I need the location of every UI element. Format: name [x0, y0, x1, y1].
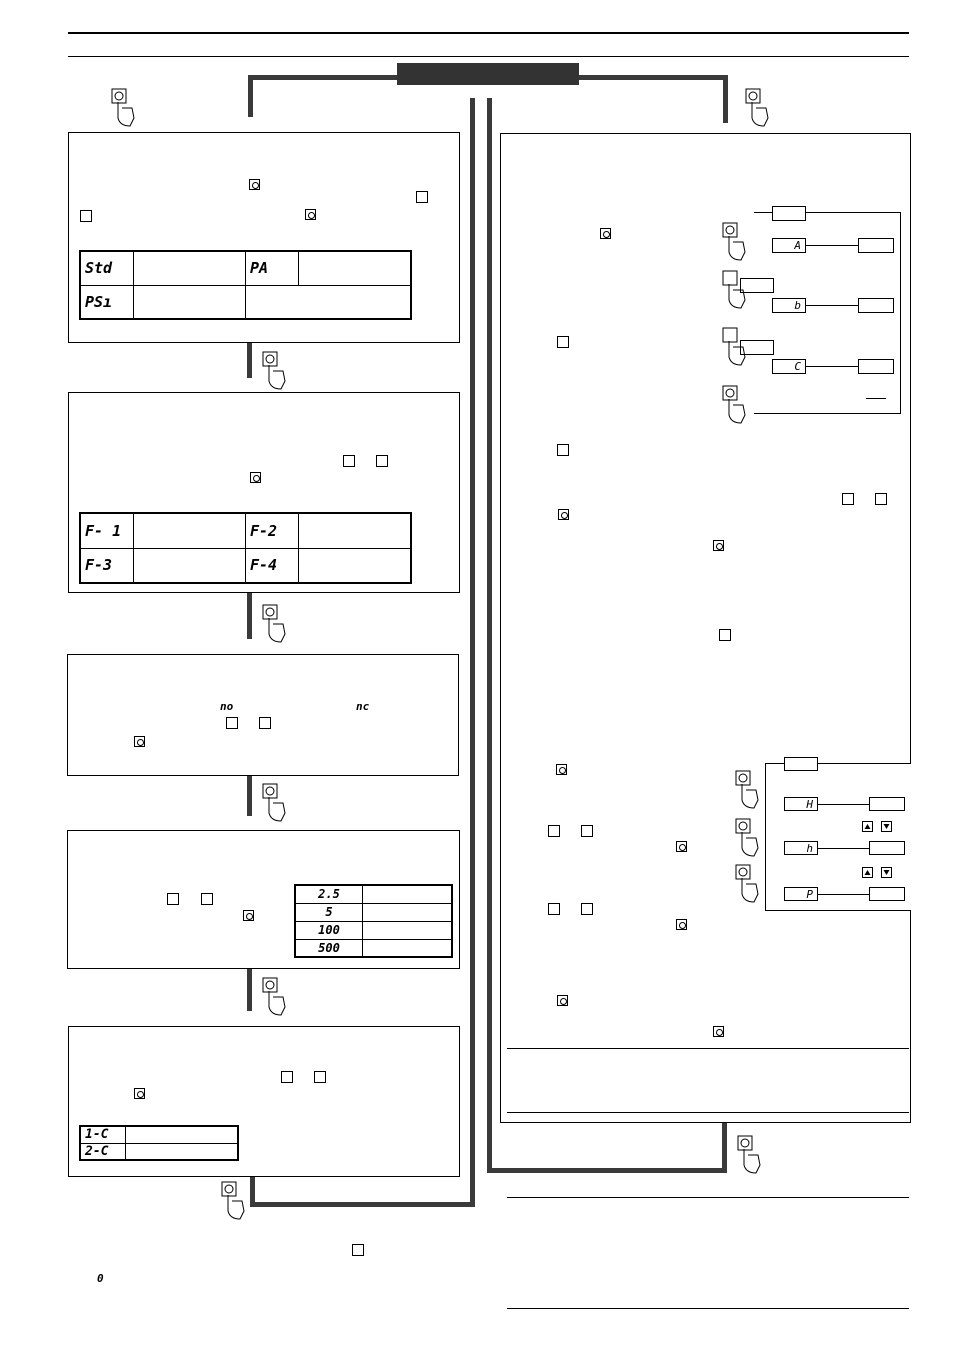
setpoint-b-value — [858, 298, 894, 313]
hysteresis-lower-h-value — [869, 841, 905, 855]
flow-connector-3-4 — [247, 775, 252, 816]
press-mode-key-icon — [742, 88, 772, 128]
press-mode-key-icon — [259, 783, 289, 823]
up-key-icon — [343, 455, 355, 467]
down-key-icon — [314, 1071, 326, 1083]
press-mode-key-icon — [108, 88, 138, 128]
output-code: PSı — [80, 285, 134, 319]
mode-key-icon — [556, 764, 567, 775]
down-key-icon — [581, 903, 593, 915]
up-key-icon — [557, 336, 569, 348]
mode-key-icon — [134, 1088, 145, 1099]
press-up-key-icon — [719, 327, 749, 367]
contact-panel — [67, 654, 459, 776]
channel-code-table — [79, 1125, 239, 1161]
return-loop-right-drop — [722, 1122, 727, 1173]
press-mode-key-icon — [259, 977, 289, 1017]
top-rule — [68, 32, 909, 34]
setpoint-a-link — [806, 245, 858, 246]
press-mode-key-icon — [259, 604, 289, 644]
flow-connector-left — [248, 75, 397, 80]
mode-key-icon — [249, 179, 260, 190]
note-rule — [507, 1197, 909, 1198]
mode-key-icon — [676, 841, 687, 852]
flow-connector-4-5 — [247, 968, 252, 1011]
hysteresis-h-link — [818, 804, 869, 805]
output-code: Std — [80, 251, 134, 285]
flow-connector-left-drop — [248, 75, 253, 117]
setpoint-a-display: A — [772, 238, 806, 253]
range-value: 2.5 — [295, 885, 363, 903]
return-loop-riser-right — [487, 98, 492, 1173]
return-loop-riser-left — [470, 98, 475, 1207]
function-code: F- 1 — [80, 513, 134, 548]
channel-code: 2-C — [80, 1143, 126, 1160]
note-rule — [507, 1048, 909, 1049]
flow-connector-right — [579, 75, 728, 80]
up-key-icon — [416, 191, 428, 203]
down-key-icon — [201, 893, 213, 905]
mode-key-icon — [713, 540, 724, 551]
down-key-icon — [875, 493, 887, 505]
setpoint-b-link — [806, 305, 858, 306]
return-loop-bottom — [250, 1202, 475, 1207]
down-key-icon — [581, 825, 593, 837]
nc-contact-label: nc — [356, 700, 370, 713]
press-up-key-icon — [719, 270, 749, 310]
mode-key-icon — [305, 209, 316, 220]
return-loop-right-bottom — [487, 1168, 727, 1173]
range-table — [294, 884, 453, 958]
press-mode-key-icon — [259, 351, 289, 391]
setpoint-top-display — [772, 206, 806, 221]
range-value: 5 — [295, 903, 363, 921]
function-code: F-2 — [246, 513, 299, 548]
press-mode-key-icon — [734, 1135, 764, 1175]
channel-code: 1-C — [80, 1126, 126, 1143]
press-mode-key-icon — [732, 818, 762, 858]
function-code: F-3 — [80, 548, 134, 583]
flow-connector-right-drop — [723, 75, 728, 123]
mode-key-icon — [557, 995, 568, 1006]
up-key-icon — [548, 825, 560, 837]
up-key-icon — [167, 893, 179, 905]
press-mode-key-icon — [218, 1181, 248, 1221]
mode-key-icon — [600, 228, 611, 239]
range-value: 500 — [295, 939, 363, 957]
up-key-icon — [719, 629, 731, 641]
down-key-icon — [259, 717, 271, 729]
output-code: PA — [246, 251, 299, 285]
hysteresis-h-value — [869, 797, 905, 811]
zero-mark: 0 — [97, 1272, 104, 1285]
mode-title-bar — [397, 63, 579, 85]
hysteresis-top-display — [784, 757, 818, 771]
down-key-icon — [376, 455, 388, 467]
mode-key-icon — [676, 919, 687, 930]
press-mode-key-icon — [732, 864, 762, 904]
down-key-icon — [80, 210, 92, 222]
header-rule — [68, 56, 909, 57]
up-key-icon — [281, 1071, 293, 1083]
setpoint-a-value — [858, 238, 894, 253]
setpoint-b-display: b — [772, 298, 806, 313]
mode-key-icon — [243, 910, 254, 921]
setpoint-c-value — [858, 359, 894, 374]
up-key-icon — [842, 493, 854, 505]
flow-connector-1-2 — [247, 342, 252, 378]
no-contact-label: no — [220, 700, 234, 713]
setpoint-c-display: C — [772, 359, 806, 374]
function-code: F-4 — [246, 548, 299, 583]
hysteresis-p-link — [818, 894, 869, 895]
output-code-table — [79, 250, 412, 320]
press-mode-key-icon — [732, 770, 762, 810]
note-rule — [507, 1112, 909, 1113]
press-mode-key-icon — [719, 385, 749, 425]
setpoint-c-link — [806, 366, 858, 367]
mode-key-icon — [713, 1026, 724, 1037]
flow-connector-2-3 — [247, 593, 252, 639]
hysteresis-h-display: H — [784, 797, 818, 811]
up-down-arrow-icon — [862, 867, 892, 879]
press-mode-key-icon — [719, 222, 749, 262]
key-icon — [352, 1244, 364, 1256]
note-rule — [507, 1308, 909, 1309]
hysteresis-p-value — [869, 887, 905, 901]
up-key-icon — [557, 444, 569, 456]
setpoint-note-rule — [866, 398, 886, 399]
range-value: 100 — [295, 921, 363, 939]
mode-key-icon — [134, 736, 145, 747]
up-down-arrow-icon — [862, 821, 892, 833]
hysteresis-p-display: P — [784, 887, 818, 901]
mode-key-icon — [558, 509, 569, 520]
hysteresis-lower-h-display: h — [784, 841, 818, 855]
mode-key-icon — [250, 472, 261, 483]
hysteresis-lower-h-link — [818, 848, 869, 849]
up-key-icon — [226, 717, 238, 729]
up-key-icon — [548, 903, 560, 915]
function-code-table — [79, 512, 412, 584]
